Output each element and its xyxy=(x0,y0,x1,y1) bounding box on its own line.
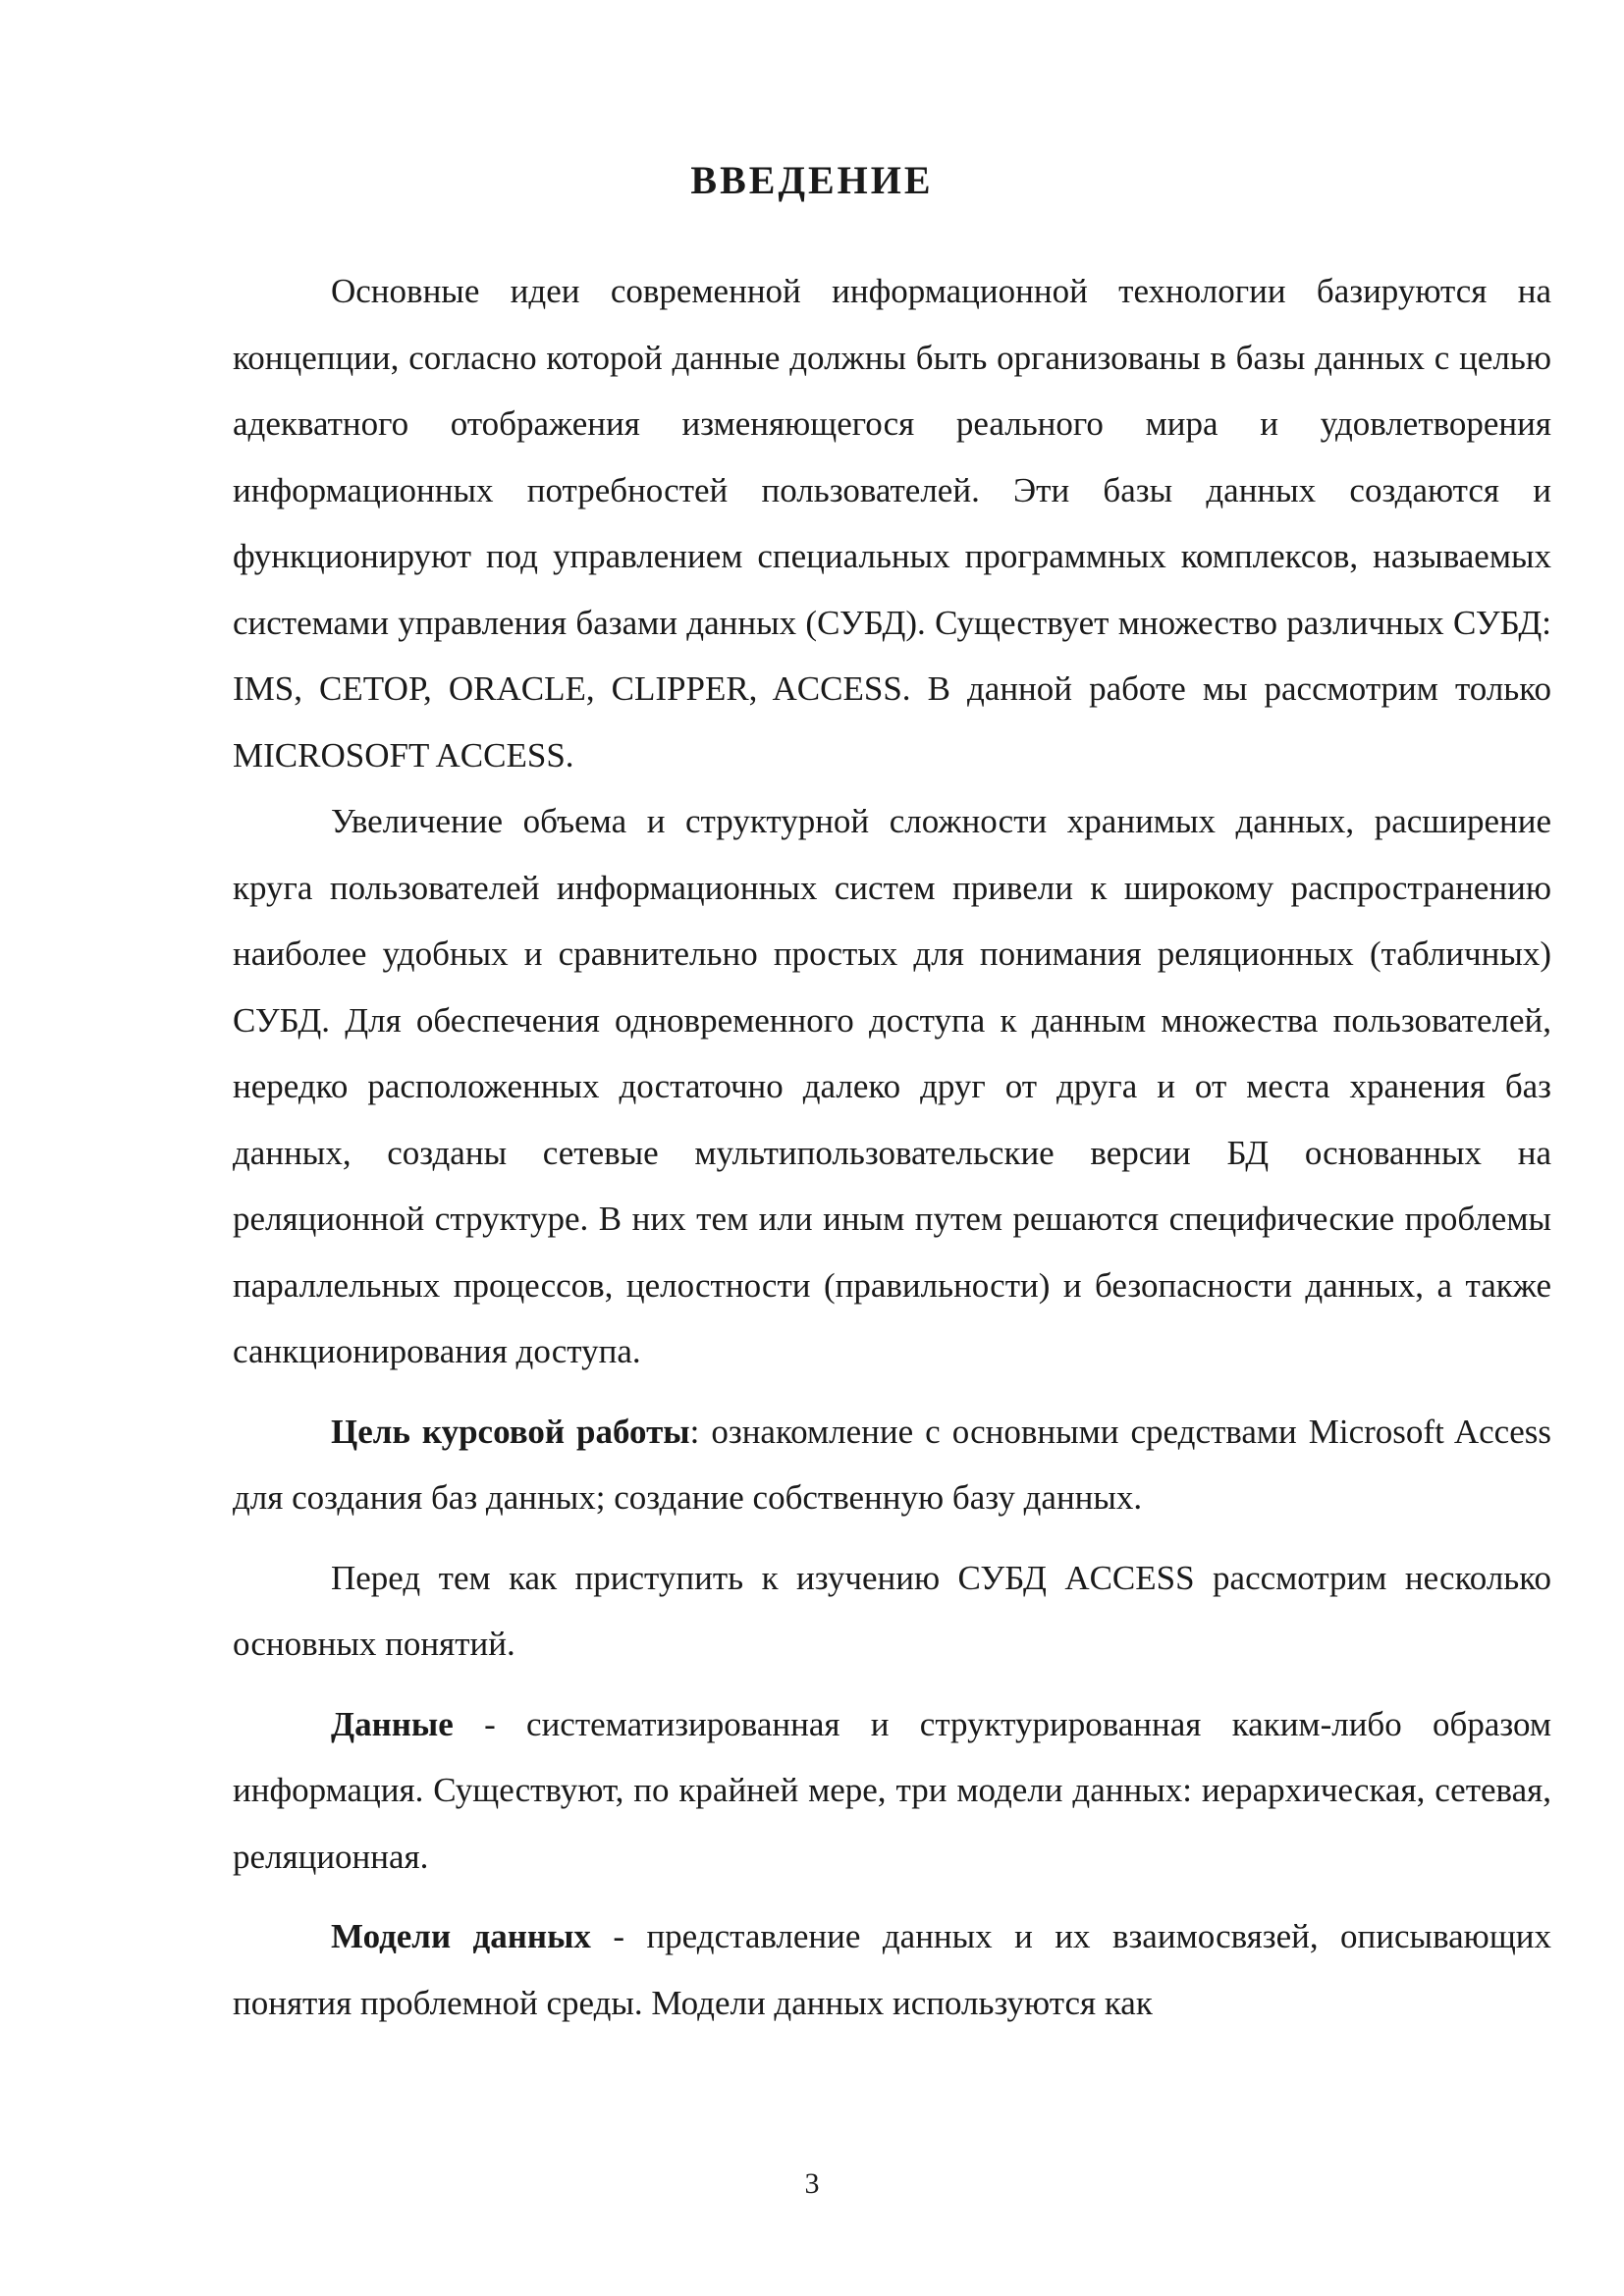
term-bold: Цель курсовой работы xyxy=(331,1412,690,1451)
document-body xyxy=(233,258,1551,2036)
paragraph-text: - систематизированная и структурированная каким-либо образом информация. Существуют, по крайней мере, три модели данных: иерархическая, сетевая, реляционная. xyxy=(233,1704,1551,1876)
paragraph-goal xyxy=(233,1399,1551,1531)
term-bold: Данные xyxy=(331,1704,454,1743)
paragraph-data-definition xyxy=(233,1691,1551,1891)
paragraph-text: - представление данных и их взаимосвязей, описывающих понятия проблемной среды. Модели данных используются как xyxy=(233,1917,1551,2022)
paragraph-text: Увеличение объема и структурной сложности хранимых данных, расширение круга пользователей информационных систем привели к широкому распространению наиболее удобных и сравнительно простых для понимания реляционных (табличных) СУБД. Для обеспечения одновременного доступа к данным множества пользователей, нередко расположенных достаточно далеко друг от друга и от места хранения баз данных, созданы сетевые мультипользовательские версии БД основанных на реляционной структуре. В них тем или иным путем решаются специфические проблемы параллельных процессов, целостности (правильности) и безопасности данных, а также санкционирования доступа. xyxy=(233,802,1551,1370)
paragraph-concepts-intro xyxy=(233,1545,1551,1678)
paragraph-relational-dbms xyxy=(233,788,1551,1385)
paragraph-data-models xyxy=(233,1903,1551,2036)
paragraph-text: Основные идеи современной информационной технологии базируются на концепции, согласно которой данные должны быть организованы в базы данных с целью адекватного отображения изменяющегося реального мира и удовлетворения информационных потребностей пользователей. Эти базы данных создаются и функционируют под управлением специальных программных комплексов, называемых системами управления базами данных (СУБД). Существует множество различных СУБД: IMS, СЕТОР, ORACLE, CLIPPER, ACCESS. В данной работе мы рассмотрим только MICROSOFT ACCESS. xyxy=(233,272,1551,774)
paragraph-intro xyxy=(233,258,1551,788)
term-bold: Модели данных xyxy=(331,1917,591,1955)
paragraph-text: Перед тем как приступить к изучению СУБД ACCESS рассмотрим несколько основных понятий. xyxy=(233,1558,1551,1663)
paragraph-text: : ознакомление с основными средствами Microsoft Access для создания баз данных; создание собственную базу данных. xyxy=(233,1412,1551,1517)
page-title: ВВЕДЕНИЕ xyxy=(690,158,934,202)
page-number: 3 xyxy=(804,2167,820,2200)
